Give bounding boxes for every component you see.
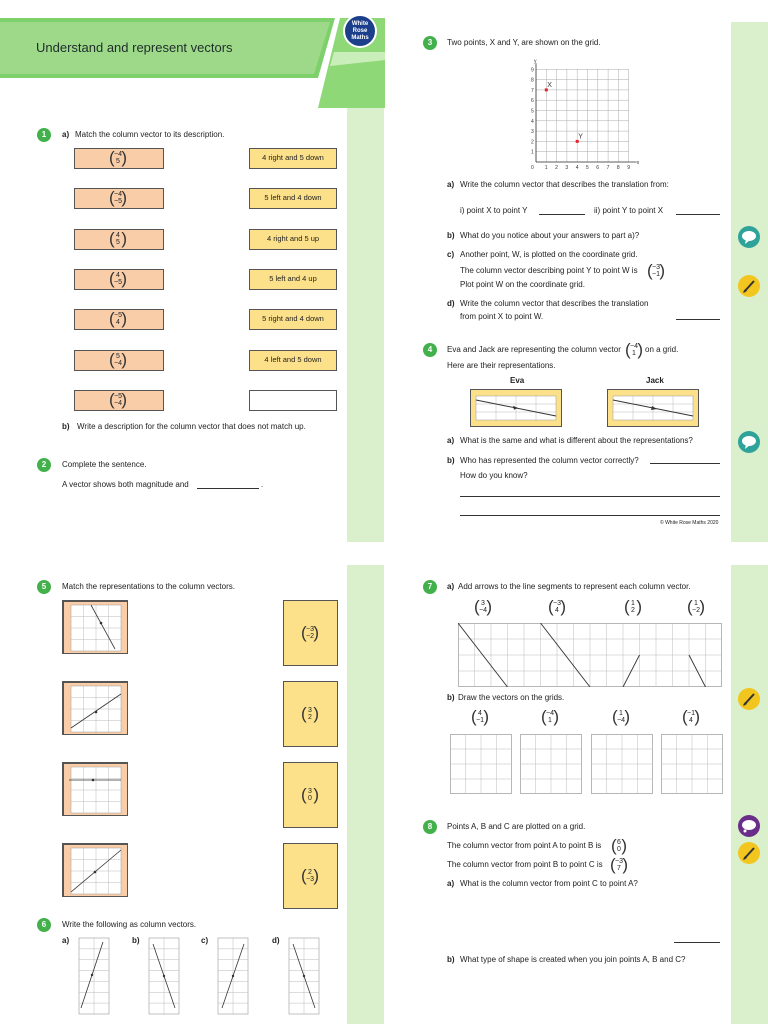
q3-d-label: d) — [447, 299, 455, 308]
q3-a-i: i) point X to point Y — [460, 206, 528, 215]
y-tick-label: 8 — [531, 77, 534, 84]
q4-answer-line-1[interactable] — [460, 496, 720, 497]
vector-bottom: 5 — [116, 238, 120, 246]
point-label: Y — [578, 133, 583, 141]
question-number-4: 4 — [423, 343, 437, 357]
vector-top: −3 — [553, 600, 561, 607]
q4-eva-representation — [470, 389, 562, 427]
column-vector: ( 3 2 ) — [301, 704, 319, 723]
q7-b-empty-grid[interactable] — [661, 734, 723, 794]
column-vector: ( 4 5 ) — [109, 228, 127, 248]
vector-top: 3 — [481, 600, 485, 607]
x-tick-label: 9 — [627, 165, 630, 170]
q6-part-label: c) — [201, 936, 209, 945]
vector-top: −4 — [114, 191, 122, 199]
q4-name-eva: Eva — [510, 376, 525, 385]
q3-a-ii-answer-line[interactable] — [676, 214, 720, 215]
vector-bottom: 5 — [116, 158, 120, 165]
y-tick-label: 4 — [531, 118, 534, 125]
q3-d-text1: Write the column vector that describes the translation — [460, 299, 649, 308]
vector-top: 4 — [116, 271, 120, 279]
column-vector: ( −3 −2 ) — [301, 623, 319, 642]
vector-bottom: 0 — [617, 846, 621, 853]
q4-b-text2: How do you know? — [460, 471, 528, 480]
vector-bottom: 1 — [632, 350, 636, 357]
vector-bottom: −5 — [114, 278, 122, 286]
y-tick-label: 7 — [531, 87, 534, 94]
vector-top: 5 — [116, 352, 120, 360]
q7-b-label: b) — [447, 693, 455, 702]
column-vector: ( −5 4 ) — [109, 309, 127, 329]
q1-description-card[interactable]: 5 right and 4 down — [249, 309, 337, 330]
q8-a-label: a) — [447, 879, 455, 888]
column-vector: ( 1 −2 ) — [687, 597, 705, 616]
x-axis-label: x — [636, 160, 640, 166]
vector-top: −1 — [687, 710, 695, 717]
vector-bottom: 0 — [308, 795, 312, 802]
pencil-icon — [738, 688, 760, 710]
x-tick-label: 8 — [616, 165, 620, 170]
vector-bottom: −5 — [114, 198, 122, 206]
q5-representation-card[interactable] — [62, 762, 128, 816]
y-tick-label: 9 — [531, 67, 534, 74]
q8-a-text: What is the column vector from point C to point A? — [460, 879, 638, 888]
question-number-7: 7 — [423, 580, 437, 594]
vector-bottom: −2 — [306, 633, 314, 640]
vector-top: 1 — [619, 710, 623, 717]
vector-bottom: −2 — [692, 607, 700, 614]
q6-vector-grid[interactable] — [287, 936, 321, 1016]
x-tick-label: 7 — [606, 165, 610, 170]
column-vector: ( −1 4 ) — [682, 707, 700, 726]
point-label: X — [547, 81, 552, 89]
column-vector: ( 3 −4 ) — [474, 597, 492, 616]
q8-vector-bc: ( −3 7 ) — [610, 855, 628, 874]
q3-c-text1: Another point, W, is plotted on the coordinate grid. — [460, 250, 638, 259]
q6-prompt: Write the following as column vectors. — [62, 920, 197, 929]
column-vector: ( 2 −3 ) — [301, 866, 319, 885]
q3-a-text: Write the column vector that describes the translation from: — [460, 180, 669, 189]
vector-bottom: 4 — [555, 607, 559, 614]
q3-b-label: b) — [447, 231, 455, 240]
q3-b-text: What do you notice about your answers to part a)? — [460, 231, 640, 240]
thought-bubble-icon — [738, 815, 760, 837]
vector-top: 1 — [694, 600, 698, 607]
vector-bottom: 7 — [617, 865, 621, 872]
q5-prompt: Match the representations to the column vectors. — [62, 582, 235, 591]
q3-a-ii: ii) point Y to point X — [594, 206, 664, 215]
vector-top: 6 — [617, 839, 621, 846]
side-band-br — [731, 565, 768, 1024]
vector-bottom: 2 — [631, 607, 635, 614]
q3-c-text2: The column vector describing point Y to point W is — [460, 266, 638, 275]
vector-bottom: 1 — [548, 717, 552, 724]
vector-bottom: −1 — [476, 717, 484, 724]
y-tick-label: 1 — [531, 149, 534, 156]
q4-jack-representation — [607, 389, 699, 427]
vector-top: −5 — [114, 392, 122, 400]
y-tick-label: 5 — [531, 108, 534, 115]
header-banner — [0, 0, 385, 112]
x-tick-label: 3 — [565, 165, 569, 170]
q7-a-grid[interactable] — [458, 623, 722, 687]
vector-bottom: 2 — [308, 714, 312, 721]
column-vector: ( −4 −5 ) — [109, 188, 127, 208]
vector-top: 3 — [308, 707, 312, 714]
q1-description-card[interactable]: 4 right and 5 up — [249, 229, 337, 250]
q2-answer-line[interactable] — [197, 488, 259, 489]
side-band-bl — [347, 565, 384, 1024]
q4-b-text: Who has represented the column vector correctly? — [460, 456, 639, 465]
q3-a-i-answer-line[interactable] — [539, 214, 585, 215]
vector-top: 4 — [116, 231, 120, 239]
column-vector: ( 1 −4 ) — [612, 707, 630, 726]
q7-b-empty-grid[interactable] — [450, 734, 512, 794]
x-tick-label: 5 — [586, 165, 589, 170]
q4-a-label: a) — [447, 436, 455, 445]
q4-b-answer-line[interactable] — [650, 463, 720, 464]
q3-c-vector: ( −3 −1 ) — [647, 261, 665, 280]
q2-sentence: A vector shows both magnitude and — [62, 480, 189, 489]
question-number-1: 1 — [37, 128, 51, 142]
q6-vector-grid[interactable] — [77, 936, 111, 1016]
copyright: © White Rose Maths 2020 — [660, 520, 719, 526]
vector-bottom: −1 — [652, 271, 660, 278]
question-number-8: 8 — [423, 820, 437, 834]
question-number-6: 6 — [37, 918, 51, 932]
y-tick-label: 3 — [531, 129, 534, 136]
q4-text2: Here are their representations. — [447, 361, 556, 370]
speech-bubble-icon — [738, 431, 760, 453]
y-axis-label: y — [534, 58, 537, 65]
column-vector: ( 4 −5 ) — [109, 268, 127, 288]
q1-description-card[interactable]: 5 left and 4 up — [249, 269, 337, 290]
y-tick-label: 6 — [531, 98, 534, 105]
column-vector: ( −4 1 ) — [541, 707, 559, 726]
q2-end: . — [261, 480, 264, 489]
q1-b-prompt: Write a description for the column vector that does not match up. — [77, 422, 306, 431]
vector-top: −5 — [114, 312, 122, 320]
q1-description-card[interactable] — [249, 390, 337, 411]
vector-top: −4 — [630, 343, 638, 350]
q1-description-card[interactable]: 5 left and 4 down — [249, 188, 337, 209]
q7-b-empty-grid[interactable] — [520, 734, 582, 794]
question-number-5: 5 — [37, 580, 51, 594]
logo-text-1: White — [351, 21, 369, 27]
q6-vector-grid[interactable] — [216, 936, 250, 1016]
pencil-icon — [738, 842, 760, 864]
vector-top: −4 — [546, 710, 554, 717]
q1-b-label: b) — [62, 422, 70, 431]
pencil-icon — [738, 275, 760, 297]
y-tick-label: 2 — [531, 139, 534, 146]
vector-bottom: 4 — [689, 717, 693, 724]
q4-a-text: What is the same and what is different about the representations? — [460, 436, 693, 445]
vector-bottom: −3 — [306, 876, 314, 883]
q8-b-text: What type of shape is created when you join points A, B and C? — [460, 955, 686, 964]
q6-part-label: b) — [132, 936, 140, 945]
logo-text-3: Maths — [351, 35, 369, 41]
q1-description-card[interactable]: 4 left and 5 down — [249, 350, 337, 371]
vector-top: −3 — [652, 264, 660, 271]
side-band-tl — [347, 100, 384, 542]
column-vector: ( 4 −1 ) — [471, 707, 489, 726]
q3-d-answer-line[interactable] — [676, 319, 720, 320]
q7-b-text: Draw the vectors on the grids. — [458, 693, 565, 702]
vector-top: 3 — [308, 788, 312, 795]
q7-a-text: Add arrows to the line segments to represent each column vector. — [458, 582, 691, 591]
vector-bottom: −4 — [617, 717, 625, 724]
q8-text2: The column vector from point A to point B is — [447, 841, 602, 850]
q4-b-label: b) — [447, 456, 455, 465]
q3-c-text3: Plot point W on the coordinate grid. — [460, 280, 585, 289]
q3-c-label: c) — [447, 250, 455, 259]
vector-top: 1 — [631, 600, 635, 607]
q5-representation-card[interactable] — [62, 600, 128, 654]
q3-coordinate-grid[interactable] — [526, 58, 646, 170]
vector-top: −3 — [615, 858, 623, 865]
page-title: Understand and represent vectors — [36, 40, 233, 55]
q2-prompt: Complete the sentence. — [62, 460, 147, 469]
vector-bottom: −4 — [114, 359, 122, 367]
q8-vector-ab: ( 6 0 ) — [611, 836, 627, 855]
q4-vector: ( −4 1 ) — [625, 340, 643, 359]
q1-prompt: Match the column vector to its description. — [75, 130, 225, 139]
question-number-3: 3 — [423, 36, 437, 50]
q7-a-label: a) — [447, 582, 455, 591]
q1-a-label: a) — [62, 130, 70, 139]
column-vector: ( −4 5 ) — [109, 148, 127, 167]
column-vector: ( 5 −4 ) — [109, 349, 127, 369]
column-vector: ( 3 0 ) — [301, 785, 319, 804]
q8-a-answer-line[interactable] — [674, 942, 720, 943]
q8-b-label: b) — [447, 955, 455, 964]
column-vector: ( 1 2 ) — [624, 597, 642, 616]
x-tick-label: 4 — [575, 165, 579, 170]
vector-bottom: 4 — [116, 319, 120, 327]
q3-d-text2: from point X to point W. — [460, 312, 544, 321]
x-tick-label: 2 — [555, 165, 558, 170]
q4-name-jack: Jack — [646, 376, 664, 385]
x-tick-label: 1 — [544, 165, 548, 170]
q5-representation-card[interactable] — [62, 681, 128, 735]
speech-bubble-icon — [738, 226, 760, 248]
q6-vector-grid[interactable] — [147, 936, 181, 1016]
column-vector: ( −5 −4 ) — [109, 389, 127, 409]
q7-b-empty-grid[interactable] — [591, 734, 653, 794]
vector-top: −3 — [306, 626, 314, 633]
vector-bottom: −4 — [114, 399, 122, 407]
question-number-2: 2 — [37, 458, 51, 472]
q3-prompt: Two points, X and Y, are shown on the grid. — [447, 38, 601, 47]
q6-part-label: d) — [272, 936, 280, 945]
vector-top: 2 — [308, 869, 312, 876]
q6-part-label: a) — [62, 936, 70, 945]
x-tick-label: 6 — [596, 165, 600, 170]
q8-text1: Points A, B and C are plotted on a grid. — [447, 822, 586, 831]
vector-bottom: −4 — [479, 607, 487, 614]
q8-text3: The column vector from point B to point C is — [447, 860, 603, 869]
q1-description-card[interactable]: 4 right and 5 down — [249, 148, 337, 169]
q4-answer-line-2[interactable] — [460, 515, 720, 516]
vector-top: 4 — [478, 710, 482, 717]
white-rose-logo — [343, 14, 377, 48]
column-vector: ( −3 4 ) — [548, 597, 566, 616]
q4-text1b: on a grid. — [645, 345, 679, 354]
q4-text1: Eva and Jack are representing the column vector — [447, 345, 621, 354]
q3-a-label: a) — [447, 180, 455, 189]
logo-text-2: Rose — [352, 28, 368, 34]
q5-representation-card[interactable] — [62, 843, 128, 897]
vector-top: −4 — [114, 151, 122, 158]
x-tick-label: 0 — [531, 165, 534, 170]
